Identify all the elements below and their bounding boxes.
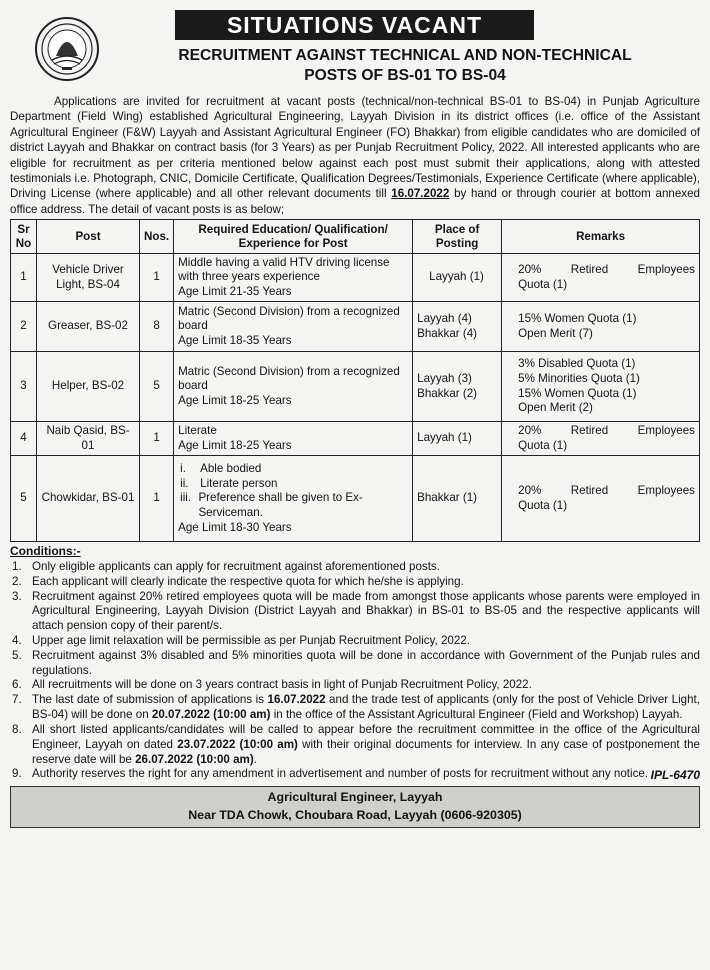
list-item: 1. Only eligible applicants can apply for recruitment against aforementioned posts. xyxy=(12,559,440,573)
conditions-list xyxy=(10,560,700,782)
list-item: i. Able bodied xyxy=(180,461,262,475)
cell-place xyxy=(413,254,502,302)
list-item: iii. Preference shall be given to Ex-Serviceman. xyxy=(180,491,363,520)
cell-nos: 1 xyxy=(140,422,174,456)
cell-post: Vehicle Driver Light, BS-04 xyxy=(37,254,140,302)
cell-education xyxy=(174,456,413,542)
list-item: ii. Literate person xyxy=(180,476,278,490)
place-item: Layyah (1) xyxy=(429,270,484,284)
remarks-line: Quota (1) xyxy=(518,277,568,291)
subtitle-line-2: POSTS OF BS-01 TO BS-04 xyxy=(304,66,506,84)
header-education: Required Education/ Qualification/ Experience for Post xyxy=(174,220,413,254)
cell-education xyxy=(174,302,413,352)
age-limit: Age Limit 18-25 Years xyxy=(178,438,292,452)
list-item: 7. The last date of submission of applications is 16.07.2022 and the trade test of applicants (only for the post of Vehicle Driver Light, BS-04) will be done on 20.07.2022 (10:00 am) in the office of the Assistant Agricultural Engineer (Field and Workshop) Layyah. xyxy=(12,693,700,722)
table-row xyxy=(11,254,700,302)
header-remarks: Remarks xyxy=(502,220,700,254)
remarks-line: 15% Women Quota (1) xyxy=(518,312,637,326)
cell-place xyxy=(413,352,502,422)
cell-nos: 8 xyxy=(140,302,174,352)
office-name: Agricultural Engineer, Layyah xyxy=(267,790,443,805)
remarks-line: 20% Retired Employees xyxy=(518,424,695,438)
situations-vacant-banner: SITUATIONS VACANT xyxy=(175,10,534,40)
age-limit: Age Limit 18-25 Years xyxy=(178,394,292,408)
cell-education xyxy=(174,422,413,456)
cell-sr: 3 xyxy=(11,352,37,422)
cell-remarks xyxy=(502,302,700,352)
cell-post: Chowkidar, BS-01 xyxy=(37,456,140,542)
cell-nos: 1 xyxy=(140,456,174,542)
page-subtitle xyxy=(110,46,700,86)
header-sr: Sr No xyxy=(11,220,37,254)
cell-place xyxy=(413,302,502,352)
remarks-line: 15% Women Quota (1) xyxy=(518,386,637,400)
list-item: 5. Recruitment against 3% disabled and 5% minorities quota will be done in accordance with Government of the Punjab rules and regulations. xyxy=(12,648,700,677)
list-item: 2. Each applicant will clearly indicate the respective quota for which he/she is applying. xyxy=(12,574,464,588)
list-item: 9. Authority reserves the right for any amendment in advertisement and number of posts for recruitment without any notice. xyxy=(12,767,649,781)
cell-education xyxy=(174,352,413,422)
place-item: Layyah (4) xyxy=(417,312,472,326)
list-item: 4. Upper age limit relaxation will be permissible as per Punjab Recruitment Policy, 2022. xyxy=(12,633,470,647)
remarks-line: 20% Retired Employees xyxy=(518,484,695,498)
cell-remarks xyxy=(502,352,700,422)
cell-post: Helper, BS-02 xyxy=(37,352,140,422)
cell-post: Naib Qasid, BS-01 xyxy=(37,422,140,456)
table-row xyxy=(11,352,700,422)
age-limit: Age Limit 18-30 Years xyxy=(178,520,292,534)
table-header-row xyxy=(11,220,700,254)
cell-remarks xyxy=(502,254,700,302)
intro-text-2: by hand or through courier at bottom annexed office address. The detail of vacant posts is as below; xyxy=(10,187,700,216)
place-item: Bhakkar (2) xyxy=(417,386,478,400)
cell-remarks xyxy=(502,422,700,456)
remarks-line: 5% Minorities Quota (1) xyxy=(518,372,640,386)
ipl-code: IPL-6470 xyxy=(650,768,700,783)
qualification-list xyxy=(178,462,408,521)
office-address-box xyxy=(10,786,700,828)
place-item: Layyah (3) xyxy=(417,372,472,386)
education-text: Matric (Second Division) from a recognized board xyxy=(178,364,400,393)
cell-sr: 2 xyxy=(11,302,37,352)
list-item: 8. All short listed applicants/candidates will be called to appear before the recruitment committee in the office of the Agricultural Engineer, Layyah on dated 23.07.2022 (10:00 am) with their original documents for interview. In any case of postponement the reserve date will be 26.07.2022 (10:00 am). xyxy=(12,722,700,766)
remarks-line: 3% Disabled Quota (1) xyxy=(518,357,636,371)
header-post: Post xyxy=(37,220,140,254)
cell-sr: 5 xyxy=(11,456,37,542)
remarks-line: Open Merit (7) xyxy=(518,326,593,340)
remarks-line: Quota (1) xyxy=(518,498,568,512)
cell-education xyxy=(174,254,413,302)
cell-remarks xyxy=(502,456,700,542)
list-item: 3. Recruitment against 20% retired employees quota will be made from amongst those applicants whose parents were employed in Agricultural Engineering, Layyah Division (District Layyah and Bhakkar) in BS-01 to BS-05 and the respective applicants will attach pension copy of their parent/s. xyxy=(12,589,700,633)
list-item: 6. All recruitments will be done on 3 years contract basis in light of Punjab Recruitment Policy, 2022. xyxy=(12,678,532,692)
education-text: Literate xyxy=(178,424,217,438)
cell-nos: 5 xyxy=(140,352,174,422)
remarks-line: Quota (1) xyxy=(518,438,568,452)
cell-post: Greaser, BS-02 xyxy=(37,302,140,352)
place-item: Bhakkar (1) xyxy=(417,491,478,505)
cell-sr: 4 xyxy=(11,422,37,456)
header xyxy=(10,6,700,94)
table-row xyxy=(11,422,700,456)
remarks-line: 20% Retired Employees xyxy=(518,263,695,277)
table-row xyxy=(11,302,700,352)
header-place: Place of Posting xyxy=(413,220,502,254)
cell-nos: 1 xyxy=(140,254,174,302)
cell-place xyxy=(413,422,502,456)
cell-place xyxy=(413,456,502,542)
table-row xyxy=(11,456,700,542)
government-seal-logo xyxy=(34,16,100,82)
vacant-posts-table xyxy=(10,219,700,542)
remarks-line: Open Merit (2) xyxy=(518,401,593,415)
education-text: Middle having a valid HTV driving license with three years experience xyxy=(178,255,390,284)
intro-paragraph xyxy=(10,94,700,217)
education-text: Matric (Second Division) from a recognized board xyxy=(178,304,400,333)
conditions-title: Conditions:- xyxy=(10,544,81,559)
intro-text-1: Applications are invited for recruitment at vacant posts (technical/non-technical BS-01 to BS-04) in Punjab Agriculture Department (Field Wing) established Agricultural Engineering, Layyah Division in its district offices (i.e. office of the Assistant Agricultural Engineer (F&W) Layyah and Assistant Agricultural Engineer (FO) Bhakkar) from eligible candidates who are domiciled of district Layyah and Bhakkar on contract basis (for 3 Years) as per Punjab Recruitment Policy, 2022. All interested applicants who are eligible for recruitment as per criteria mentioned below against each post must submit their applications, along with attested testimonials i.e. Photograph, CNIC, Domicile Certificate, Qualification Degrees/Testimonials, Experience Certificate (where applicable), Driving License (where applicable) and all other relevant documents till xyxy=(10,95,700,201)
place-item: Layyah (1) xyxy=(417,431,472,445)
age-limit: Age Limit 18-35 Years xyxy=(178,334,292,348)
age-limit: Age Limit 21-35 Years xyxy=(178,285,292,299)
place-item: Bhakkar (4) xyxy=(417,326,478,340)
subtitle-line-1: RECRUITMENT AGAINST TECHNICAL AND NON-TECHNICAL xyxy=(178,47,632,64)
intro-deadline-date: 16.07.2022 xyxy=(391,187,450,201)
header-nos: Nos. xyxy=(140,220,174,254)
office-address: Near TDA Chowk, Choubara Road, Layyah (0606-920305) xyxy=(188,808,522,823)
cell-sr: 1 xyxy=(11,254,37,302)
